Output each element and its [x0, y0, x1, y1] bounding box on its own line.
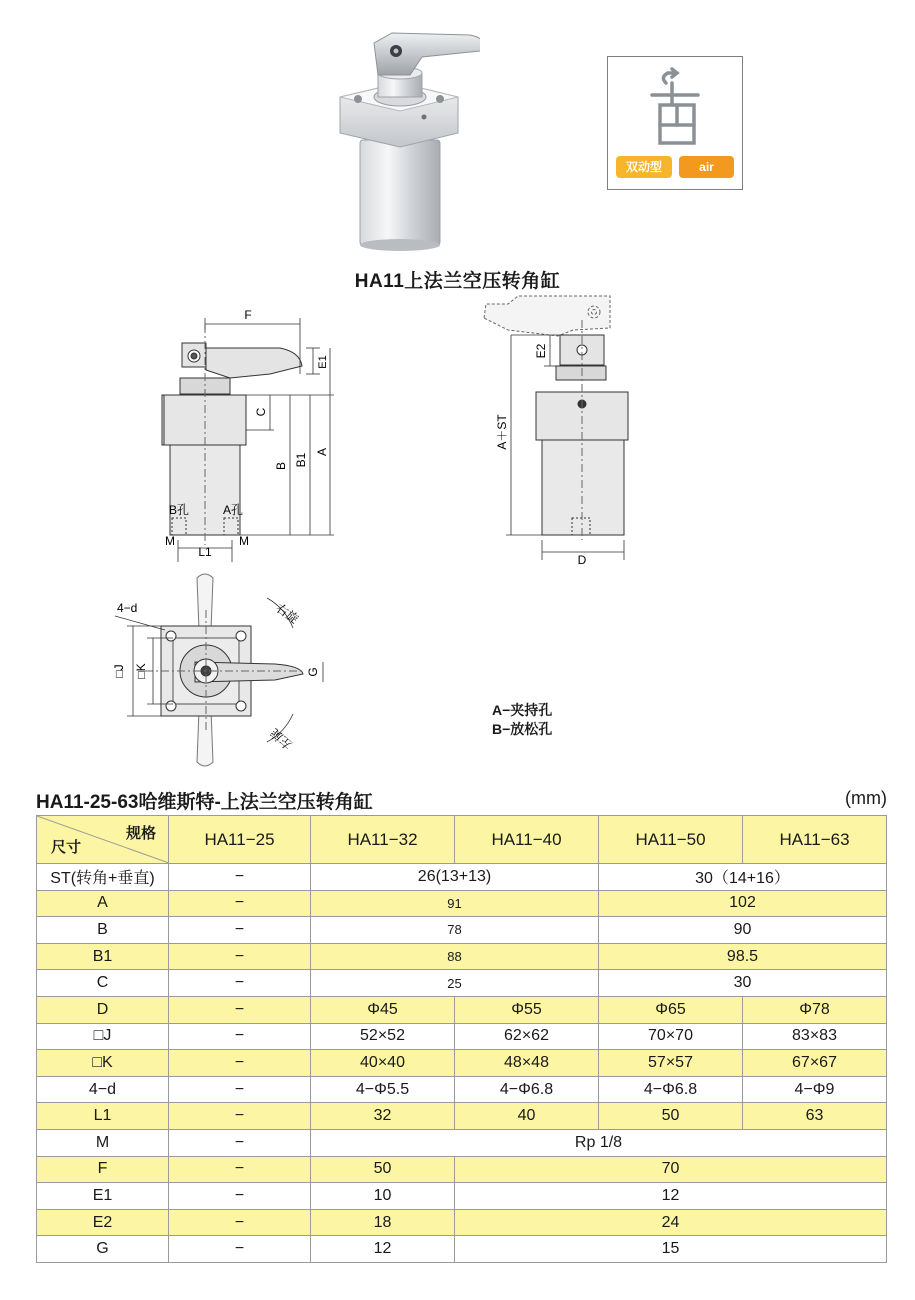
table-row — [37, 1236, 887, 1263]
cell: − — [169, 1103, 311, 1130]
model-header: HA11−63 — [743, 816, 887, 864]
dim-label-B: B — [274, 461, 288, 471]
cell: 63 — [743, 1103, 887, 1130]
cell: − — [169, 1023, 311, 1050]
cell: 4−Φ5.5 — [311, 1076, 455, 1103]
table-row — [37, 970, 887, 997]
cell: 4−Φ6.8 — [599, 1076, 743, 1103]
row-label: C — [37, 970, 169, 997]
dim-label-A-ST: A＋ST — [495, 414, 509, 450]
cell: − — [169, 996, 311, 1023]
top-view-drawing — [95, 570, 335, 770]
row-label: □J — [37, 1023, 169, 1050]
table-row — [37, 1076, 887, 1103]
spec-table — [36, 815, 887, 1263]
dim-label-G: G — [306, 667, 320, 677]
cell: 102 — [599, 890, 887, 917]
row-label: A — [37, 890, 169, 917]
label-left-turn: 左旋 — [267, 725, 295, 752]
table-row — [37, 1023, 887, 1050]
cell: 48×48 — [455, 1050, 599, 1077]
dim-label-A: A — [315, 447, 329, 457]
legend-release-port: B−放松孔 — [492, 721, 553, 737]
port-label-A: A孔 — [222, 503, 244, 517]
dim-label-M-left: M — [165, 534, 175, 548]
table-row — [37, 996, 887, 1023]
cell: 30（14+16） — [599, 864, 887, 891]
table-header-row — [37, 816, 887, 864]
dim-label-C: C — [254, 407, 268, 417]
dim-label-F: F — [244, 308, 252, 322]
cell: 98.5 — [599, 943, 887, 970]
product-photo — [330, 25, 480, 255]
cell: 10 — [311, 1183, 455, 1210]
cell: − — [169, 970, 311, 997]
cell: − — [169, 1236, 311, 1263]
cell: 32 — [311, 1103, 455, 1130]
table-row — [37, 1183, 887, 1210]
cell: − — [169, 1050, 311, 1077]
cell: 50 — [599, 1103, 743, 1130]
table-row — [37, 943, 887, 970]
cell: 91 — [311, 890, 599, 917]
table-row — [37, 1129, 887, 1156]
row-label: □K — [37, 1050, 169, 1077]
row-label: E1 — [37, 1183, 169, 1210]
table-row — [37, 1209, 887, 1236]
cell: 12 — [311, 1236, 455, 1263]
cell: − — [169, 1209, 311, 1236]
header-corner-cell — [37, 816, 169, 864]
cell: 30 — [599, 970, 887, 997]
cell: 70 — [455, 1156, 887, 1183]
side-view-drawing — [478, 290, 648, 570]
cell: 70×70 — [599, 1023, 743, 1050]
row-label: B1 — [37, 943, 169, 970]
cell: 52×52 — [311, 1023, 455, 1050]
air-badge: air — [679, 156, 734, 178]
dim-label-L1: L1 — [198, 545, 212, 559]
table-row — [37, 1103, 887, 1130]
cell: 25 — [311, 970, 599, 997]
cell: 12 — [455, 1183, 887, 1210]
table-row — [37, 1050, 887, 1077]
cell: 57×57 — [599, 1050, 743, 1077]
dim-label-E1: E1 — [317, 355, 329, 369]
cell: − — [169, 1156, 311, 1183]
table-row — [37, 1156, 887, 1183]
row-label: G — [37, 1236, 169, 1263]
dim-label-K: □K — [134, 663, 148, 679]
cell: 18 — [311, 1209, 455, 1236]
model-header: HA11−40 — [455, 816, 599, 864]
cell: Φ45 — [311, 996, 455, 1023]
cell: 40 — [455, 1103, 599, 1130]
corner-size-label: 尺寸 — [51, 839, 82, 856]
row-label: ST(转角+垂直) — [37, 864, 169, 891]
cell: 15 — [455, 1236, 887, 1263]
cell: 50 — [311, 1156, 455, 1183]
model-header: HA11−32 — [311, 816, 455, 864]
dim-label-D: D — [577, 553, 587, 567]
row-label: B — [37, 917, 169, 944]
cell: 24 — [455, 1209, 887, 1236]
cell: 78 — [311, 917, 599, 944]
row-label: M — [37, 1129, 169, 1156]
cell: 67×67 — [743, 1050, 887, 1077]
cell: 83×83 — [743, 1023, 887, 1050]
model-header: HA11−50 — [599, 816, 743, 864]
label-right-turn: 右旋 — [273, 600, 301, 627]
double-acting-badge: 双动型 — [616, 156, 672, 178]
cell: Rp 1/8 — [311, 1129, 887, 1156]
row-label: E2 — [37, 1209, 169, 1236]
row-label: 4−d — [37, 1076, 169, 1103]
dim-label-E2: E2 — [534, 343, 548, 359]
table-row — [37, 917, 887, 944]
row-label: F — [37, 1156, 169, 1183]
cell: − — [169, 1183, 311, 1210]
cell: − — [169, 864, 311, 891]
cell: − — [169, 890, 311, 917]
dim-label-B1: B1 — [294, 452, 308, 468]
dim-label-M-right: M — [239, 534, 249, 548]
cell: 26(13+13) — [311, 864, 599, 891]
table-row — [37, 864, 887, 891]
cell: 90 — [599, 917, 887, 944]
row-label: D — [37, 996, 169, 1023]
cell: 62×62 — [455, 1023, 599, 1050]
cell: Φ55 — [455, 996, 599, 1023]
double-acting-cylinder-icon — [646, 65, 706, 153]
cell: 4−Φ9 — [743, 1076, 887, 1103]
product-title: HA11上法兰空压转角缸 — [354, 271, 561, 292]
actuation-type-icon-box — [607, 56, 743, 190]
legend-clamp-port: A−夹持孔 — [492, 702, 553, 718]
cell: 4−Φ6.8 — [455, 1076, 599, 1103]
table-title: HA11-25-63哈维斯特-上法兰空压转角缸 — [36, 792, 373, 813]
table-unit: (mm) — [845, 788, 887, 808]
corner-spec-label: 规格 — [125, 825, 156, 842]
cell: 40×40 — [311, 1050, 455, 1077]
front-view-drawing — [150, 300, 350, 570]
cell: − — [169, 1129, 311, 1156]
cell: − — [169, 1076, 311, 1103]
model-header: HA11−25 — [169, 816, 311, 864]
dim-label-J: □J — [112, 664, 126, 678]
cell: 88 — [311, 943, 599, 970]
label-4-d: 4−d — [117, 601, 138, 615]
cell: Φ78 — [743, 996, 887, 1023]
table-row — [37, 890, 887, 917]
cell: Φ65 — [599, 996, 743, 1023]
port-label-B: B孔 — [168, 503, 190, 517]
row-label: L1 — [37, 1103, 169, 1130]
cell: − — [169, 943, 311, 970]
cell: − — [169, 917, 311, 944]
